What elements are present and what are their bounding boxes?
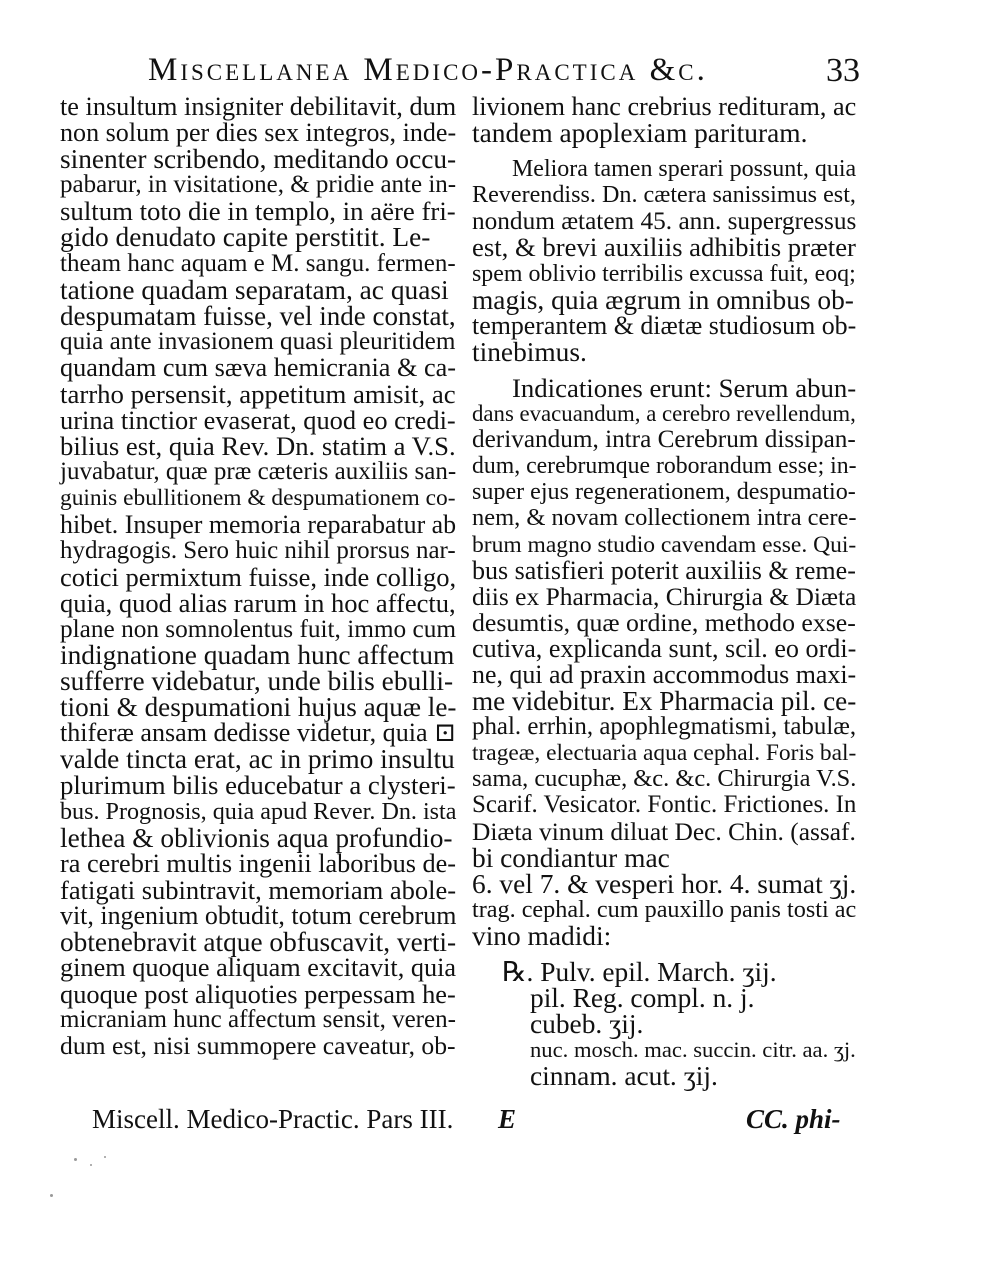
text-line: dans evacuandum, a cerebro revellendum, <box>472 401 856 427</box>
text-line: dum est, nisi summopere caveatur, ob- <box>60 1031 456 1061</box>
text-line: tinebimus. <box>472 336 587 367</box>
text-line: tatione quadam separatam, ac quasi <box>60 274 449 305</box>
text-line: fatigati subintravit, memoriam abole- <box>60 874 457 905</box>
text-line: ginem quoque aliquam excitavit, quia <box>60 953 457 983</box>
text-line: quoque post aliquoties perpessam he- <box>60 979 456 1010</box>
text-line: ra cerebri multis ingenii laboribus de- <box>60 848 457 878</box>
text-line: nondum ætatem 45. ann. supergressus <box>472 207 857 236</box>
speck <box>104 1156 106 1158</box>
text-line: Diæta vinum diluat Dec. Chin. (assaf. <box>472 817 856 846</box>
text-line: despumatam fuisse, vel inde constat, <box>60 300 456 331</box>
text-line: brum magno studio cavendam esse. Qui- <box>472 531 857 558</box>
text-line: bus. Prognosis, quia apud Rever. Dn. ista <box>60 798 457 825</box>
speck <box>74 1158 77 1161</box>
text-line: guinis ebullitionem & despumationem co- <box>60 485 456 512</box>
text-line: ne, qui ad praxin accommodus maxi- <box>472 659 857 689</box>
page-number: 33 <box>826 52 860 89</box>
speck <box>50 1194 53 1197</box>
text-line: sinenter scribendo, meditando occu- <box>60 144 457 175</box>
text-line: valde tincta erat, ac in primo insultu <box>60 744 455 775</box>
text-line: sultum toto die in templo, in aëre fri- <box>60 196 456 227</box>
text-line: plurimum bilis educebatur a clysteri- <box>60 770 456 801</box>
text-line: cotici permixtum fuisse, inde colligo, <box>60 561 457 592</box>
text-line: hibet. Insuper memoria reparabatur ab <box>60 509 457 539</box>
text-line: trageæ, electuaria aqua cephal. Foris bal- <box>472 740 857 767</box>
paragraph <box>472 92 857 149</box>
running-header <box>0 52 1000 94</box>
text-line: sufferre videbatur, unde bilis ebulli- <box>60 666 454 697</box>
text-line: dum, cerebrumque roborandum esse; in- <box>472 453 857 480</box>
text-line: quia ante invasionem quasi pleuritidem <box>60 327 456 355</box>
text-line: non solum per dies sex integros, inde- <box>60 118 457 148</box>
text-line: nem, & novam collectionem intra cere- <box>472 504 857 532</box>
page-footer <box>0 1104 1000 1138</box>
text-line: quia, quod alias rarum in hoc affectu, <box>60 587 456 618</box>
text-line: temperantem & diætæ studiosum ob- <box>472 310 857 340</box>
text-line: diis ex Pharmacia, Chirurgia & Diæta <box>472 581 857 611</box>
paragraph <box>472 372 857 951</box>
recipe-line: cinnam. acut. ʒij. <box>530 1061 718 1092</box>
signature-line: Miscell. Medico-Practic. Pars III. <box>92 1104 454 1134</box>
text-line: sama, cucuphæ, &c. &c. Chirurgia V.S. <box>472 765 857 793</box>
text-line: juvabatur, quæ præ cæteris auxiliis san- <box>60 458 457 486</box>
left-column <box>60 94 456 1059</box>
text-line: obtenebravit atque obfuscavit, verti- <box>60 927 457 957</box>
text-line: micraniam hunc affectum sensit, veren- <box>60 1006 456 1034</box>
catchword: CC. phi- <box>746 1104 841 1134</box>
recipe-line: nuc. mosch. mac. succin. citr. aa. ʒj. <box>530 1037 856 1063</box>
recipe-line: pil. Reg. compl. n. j. <box>530 983 755 1014</box>
recipe <box>472 957 856 1092</box>
text-line: est, & brevi auxiliis adhibitis præter <box>472 232 856 263</box>
running-title: Miscellanea Medico-Practica &c. <box>148 52 708 88</box>
text-line: super ejus regenerationem, despumatio- <box>472 479 856 506</box>
text-line: indignatione quadam hunc affectum <box>60 639 455 670</box>
recipe-line: ℞. Pulv. epil. March. ʒij. <box>502 957 777 987</box>
right-column <box>472 92 857 1092</box>
text-line: 6. vel 7. & vesperi hor. 4. sumat ʒj. <box>472 868 857 899</box>
text-line: bilius est, quia Rev. Dn. statim a V.S. <box>60 431 456 462</box>
signature-mark: E <box>498 1104 517 1134</box>
text-line: desumtis, quæ ordine, methodo exse- <box>472 607 856 637</box>
text-line: derivandum, intra Cerebrum dissipan- <box>472 426 856 454</box>
paper-specks <box>60 1150 140 1210</box>
text-line: te insultum insigniter debilitavit, dum <box>60 92 457 121</box>
text-line: vino madidi: <box>472 920 612 951</box>
text-line: gido denudato capite perstitit. Le- <box>60 222 431 253</box>
text-line: plane non somnolentus fuit, immo cum <box>60 614 457 643</box>
text-line: tandem apoplexiam parituram. <box>472 118 808 149</box>
speck <box>90 1164 92 1166</box>
text-line: Meliora tamen sperari possunt, quia <box>512 156 857 183</box>
text-line: magis, quia ægrum in omnibus ob- <box>472 284 854 315</box>
text-line: livionem hanc crebrius redituram, ac <box>472 92 857 121</box>
text-line: spem oblivio terribilis excussa fuit, eoq; <box>472 260 856 287</box>
text-line: Scarif. Vesicator. Fontic. Frictiones. In <box>472 791 857 819</box>
text-line: quandam cum sæva hemicrania & ca- <box>60 352 457 382</box>
text-line: trag. cephal. cum pauxillo panis tosti ac <box>472 895 857 923</box>
text-line: urina tinctior evaserat, quod eo credi- <box>60 405 456 436</box>
text-line: bus satisfieri poterit auxiliis & reme- <box>472 555 856 585</box>
text-line: theam hanc aquam e M. sangu. fermen- <box>60 249 456 277</box>
text-line: cutiva, explicanda sunt, scil. eo ordi- <box>472 633 857 663</box>
text-line: pabarur, in visitatione, & pridie ante in- <box>60 171 457 199</box>
text-line: tarrho persensit, appetitum amisit, ac <box>60 379 456 410</box>
text-line: bi condiantur mac <box>472 842 670 873</box>
text-line: tioni & despumationi hujus aquæ le- <box>60 692 457 723</box>
text-line: Indicationes erunt: Serum abun- <box>512 372 857 403</box>
text-line: me videbitur. Ex Pharmacia pil. ce- <box>472 686 857 717</box>
text-line: thiferæ ansam dedisse videtur, quia ⊡ <box>60 718 456 748</box>
text-line: lethea & oblivionis aqua profundio- <box>60 822 453 853</box>
text-line: phal. errhin, apophlegmatismi, tabulæ, <box>472 713 857 741</box>
recipe-line: cubeb. ʒij. <box>530 1009 644 1040</box>
text-line: hydragogis. Sero huic nihil prorsus nar- <box>60 536 456 564</box>
text-line: Reverendiss. Dn. cætera sanissimus est, <box>472 181 856 209</box>
text-line: vit, ingenium obtudit, totum cerebrum <box>60 900 457 930</box>
paragraph <box>472 156 856 365</box>
